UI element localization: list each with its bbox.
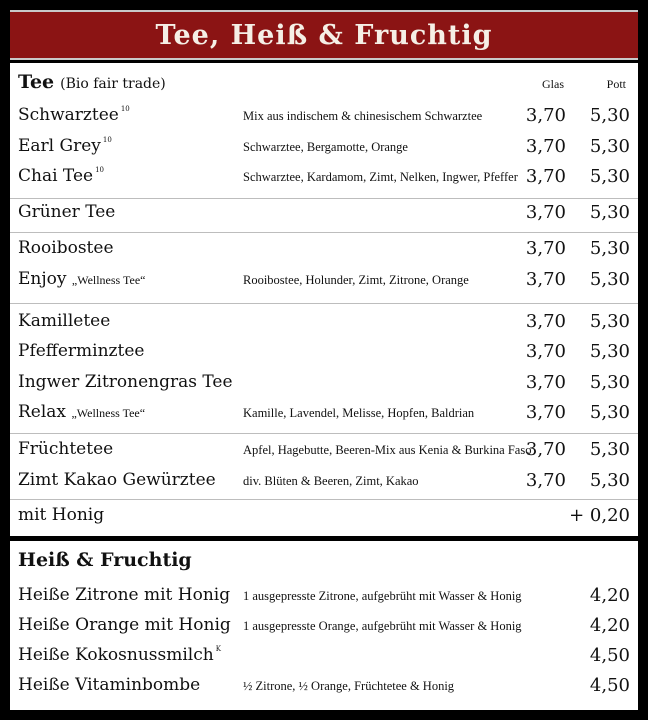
item-price: 4,20 [589, 585, 630, 606]
item-name: Heiße Vitaminbombe [18, 675, 201, 695]
item-name: Zimt Kakao Gewürztee [18, 470, 216, 490]
item-name: Earl Grey $^{10}$ [18, 136, 112, 156]
item-name: Grüner Tee [18, 202, 116, 222]
item-price-glas: 3,70 [525, 269, 566, 290]
item-name: Kamilletee [18, 311, 111, 331]
item-name: Pfefferminztee [18, 341, 145, 361]
menu-item [10, 613, 638, 643]
item-price-glas: 3,70 [525, 202, 566, 223]
item-price-pott: 5,30 [589, 402, 630, 423]
menu-banner [10, 10, 638, 60]
item-description: Schwarztee, Kardamom, Zimt, Nelken, Ingwer, Pfeffer [243, 170, 518, 184]
item-name: Früchtetee [18, 439, 114, 459]
divider [10, 303, 638, 304]
item-price-pott: 5,30 [589, 166, 630, 187]
item-description: 1 ausgepresste Zitrone, aufgebrüht mit Wasser & Honig [243, 589, 522, 603]
item-price-pott: 5,30 [589, 202, 630, 223]
divider [10, 499, 638, 500]
menu-item [10, 164, 638, 194]
item-price-glas: 3,70 [525, 238, 566, 259]
item-price: 4,50 [589, 675, 630, 696]
menu-item [10, 103, 638, 133]
item-price-pott: 5,30 [589, 105, 630, 126]
column-header-pott: Pott [606, 77, 626, 91]
menu-item [10, 267, 638, 297]
item-price-glas: 3,70 [525, 372, 566, 393]
addon-name: mit Honig [18, 505, 105, 525]
menu-item [10, 309, 638, 339]
item-allergen: 10 [95, 166, 104, 174]
item-price-pott: 5,30 [589, 269, 630, 290]
tea-panel [10, 63, 638, 536]
item-allergen: 10 [120, 105, 130, 113]
menu-item [10, 643, 638, 673]
item-price-glas: 3,70 [525, 105, 566, 126]
item-description: Mix aus indischem & chinesischem Schwarztee [243, 109, 483, 123]
item-description: 1 ausgepresste Orange, aufgebrüht mit Wasser & Honig [243, 619, 522, 633]
menu-item [10, 468, 638, 498]
honey-addon [10, 503, 638, 533]
menu-item [10, 437, 638, 467]
item-price-pott: 5,30 [589, 372, 630, 393]
item-description: div. Blüten & Beeren, Zimt, Kakao [243, 474, 419, 488]
item-price-glas: 3,70 [525, 439, 566, 460]
item-price-pott: 5,30 [589, 470, 630, 491]
column-header-glas: Glas [542, 77, 564, 91]
item-name: Heiße Orange mit Honig [18, 615, 231, 635]
item-price-glas: 3,70 [525, 311, 566, 332]
item-allergen: 10 [102, 136, 112, 144]
item-name: Schwarztee $^{10}$ [18, 105, 130, 125]
menu-item [10, 583, 638, 613]
tea-heading [18, 71, 166, 93]
item-price: 4,20 [589, 615, 630, 636]
menu-item [10, 673, 638, 703]
divider [10, 433, 638, 434]
menu-title: Tee, Heiß & Fruchtig [155, 19, 493, 51]
item-name: Relax „Wellness Tee“ [18, 402, 146, 422]
item-price-glas: 3,70 [525, 341, 566, 362]
item-allergen: K [215, 645, 221, 653]
tea-heading-label: Tee [18, 71, 55, 93]
item-price-pott: 5,30 [589, 311, 630, 332]
item-price-glas: 3,70 [525, 166, 566, 187]
item-description: Apfel, Hagebutte, Beeren-Mix aus Kenia & Burkina Faso [243, 443, 532, 457]
item-price-pott: 5,30 [589, 439, 630, 460]
hot-panel [10, 541, 638, 710]
divider [10, 198, 638, 199]
menu-item [10, 339, 638, 369]
divider [10, 232, 638, 233]
item-name: Enjoy „Wellness Tee“ [18, 269, 146, 289]
item-description: Kamille, Lavendel, Melisse, Hopfen, Baldrian [243, 406, 475, 420]
item-name: Chai Tee $^{10}$ [18, 166, 104, 186]
tea-heading-note: (Bio fair trade) [60, 76, 166, 92]
item-price-pott: 5,30 [589, 238, 630, 259]
item-price-pott: 5,30 [589, 136, 630, 157]
item-name: Rooibostee [18, 238, 114, 258]
menu-item [10, 370, 638, 400]
item-description: ½ Zitrone, ½ Orange, Früchtetee & Honig [243, 679, 455, 693]
item-description: Schwarztee, Bergamotte, Orange [243, 140, 408, 154]
item-price-glas: 3,70 [525, 136, 566, 157]
item-description: Rooibostee, Holunder, Zimt, Zitrone, Orange [243, 273, 469, 287]
item-subtitle: „Wellness Tee“ [71, 273, 146, 287]
item-price-pott: 5,30 [589, 341, 630, 362]
hot-heading: Heiß & Fruchtig [18, 549, 192, 571]
item-price: 4,50 [589, 645, 630, 666]
addon-price: + 0,20 [569, 505, 630, 526]
menu-item [10, 200, 638, 230]
item-name: Heiße Zitrone mit Honig [18, 585, 231, 605]
menu-item [10, 400, 638, 430]
menu-item [10, 236, 638, 266]
item-price-glas: 3,70 [525, 402, 566, 423]
item-subtitle: „Wellness Tee“ [71, 406, 146, 420]
item-name: Ingwer Zitronengras Tee [18, 372, 233, 392]
item-price-glas: 3,70 [525, 470, 566, 491]
item-name: Heiße Kokosnussmilch $^K$ [18, 645, 221, 665]
menu-item [10, 134, 638, 164]
